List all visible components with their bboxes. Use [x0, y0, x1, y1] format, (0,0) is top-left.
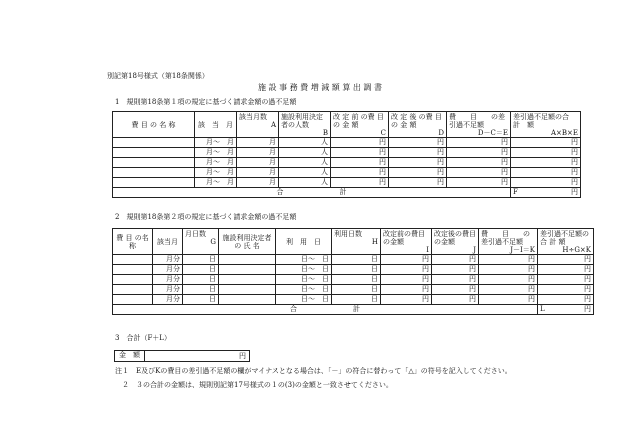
- s1-name-cell[interactable]: [113, 138, 195, 148]
- s2-diff-cell[interactable]: 円: [479, 285, 538, 295]
- s1-count-cell[interactable]: 月: [237, 168, 279, 178]
- s2-h-before: 改定前の費目の金額 I: [381, 229, 432, 255]
- table-row: [113, 255, 594, 265]
- sum-row: [113, 305, 594, 315]
- s2-name-cell[interactable]: [113, 275, 153, 285]
- s1-count-cell[interactable]: 月: [237, 178, 279, 188]
- note-1: 注１ E及びKの費目の差引過不足額の欄がマイナスとなる場合は、「－」の符合に替わって「△」の符号を記入してください。: [115, 367, 512, 375]
- table-row: [113, 178, 581, 188]
- s1-after-cell[interactable]: 円: [389, 148, 447, 158]
- section3-heading: 3 合計（F＋L）: [115, 334, 171, 342]
- s2-total-cell[interactable]: 円: [538, 265, 594, 275]
- s1-before-cell[interactable]: 円: [331, 138, 389, 148]
- s2-before-cell[interactable]: 円: [381, 255, 432, 265]
- s1-name-cell[interactable]: [113, 158, 195, 168]
- s2-after-cell[interactable]: 円: [432, 255, 479, 265]
- s2-period-cell[interactable]: 日～ 日: [276, 295, 332, 305]
- s2-person-cell[interactable]: [219, 275, 276, 285]
- s1-total-cell[interactable]: 円: [511, 178, 581, 188]
- s2-month-cell[interactable]: 月分: [153, 275, 183, 285]
- s2-usedays-cell[interactable]: 日: [332, 265, 381, 275]
- s1-month-cell[interactable]: 月～ 月: [195, 158, 237, 168]
- s1-month-cell[interactable]: 月～ 月: [195, 138, 237, 148]
- s2-after-cell[interactable]: 円: [432, 285, 479, 295]
- s2-before-cell[interactable]: 円: [381, 275, 432, 285]
- s2-month-cell[interactable]: 月分: [153, 285, 183, 295]
- s2-h-person: 施設利用決定者 の 氏 名: [219, 229, 276, 255]
- s1-h-persons: 施設利用決定者の人数 B: [279, 112, 331, 138]
- s1-before-cell[interactable]: 円: [331, 148, 389, 158]
- s2-name-cell[interactable]: [113, 255, 153, 265]
- s2-month-cell[interactable]: 月分: [153, 295, 183, 305]
- s2-name-cell[interactable]: [113, 285, 153, 295]
- s1-after-cell[interactable]: 円: [389, 168, 447, 178]
- s2-before-cell[interactable]: 円: [381, 285, 432, 295]
- s1-after-cell[interactable]: 円: [389, 158, 447, 168]
- table-row: [113, 285, 594, 295]
- s2-sum-label: 合 計: [113, 305, 538, 315]
- s2-diff-cell[interactable]: 円: [479, 295, 538, 305]
- s2-usedays-cell[interactable]: 日: [332, 275, 381, 285]
- s2-days-cell[interactable]: 日: [183, 265, 219, 275]
- s2-person-cell[interactable]: [219, 255, 276, 265]
- s1-h-diff: 費 目 の差引過不足額 D－C＝E: [447, 112, 511, 138]
- s1-total-cell[interactable]: 円: [511, 138, 581, 148]
- s1-persons-cell[interactable]: 人: [279, 138, 331, 148]
- s1-diff-cell[interactable]: 円: [447, 168, 511, 178]
- s1-h-total: 差引過不足額の合 計 額 A×B×E: [511, 112, 581, 138]
- s2-after-cell[interactable]: 円: [432, 295, 479, 305]
- s1-h-month: 該 当 月: [195, 112, 237, 138]
- s2-person-cell[interactable]: [219, 295, 276, 305]
- table-row: [113, 265, 594, 275]
- s2-h-total: 差引過不足額の合 計 額 H÷G×K: [538, 229, 594, 255]
- s2-before-cell[interactable]: 円: [381, 295, 432, 305]
- s2-days-cell[interactable]: 日: [183, 285, 219, 295]
- s1-after-cell[interactable]: 円: [389, 178, 447, 188]
- s1-diff-cell[interactable]: 円: [447, 148, 511, 158]
- s2-period-cell[interactable]: 日～ 日: [276, 285, 332, 295]
- s2-diff-cell[interactable]: 円: [479, 265, 538, 275]
- s2-days-cell[interactable]: 日: [183, 255, 219, 265]
- amount-box: [114, 350, 250, 362]
- s1-total-cell[interactable]: 円: [511, 148, 581, 158]
- s2-usedays-cell[interactable]: 日: [332, 295, 381, 305]
- s2-diff-cell[interactable]: 円: [479, 275, 538, 285]
- s1-before-cell[interactable]: 円: [331, 178, 389, 188]
- form-label: 別記第18号様式（第18条関係）: [107, 72, 209, 80]
- s1-before-cell[interactable]: 円: [331, 158, 389, 168]
- s1-name-cell[interactable]: [113, 168, 195, 178]
- s1-diff-cell[interactable]: 円: [447, 138, 511, 148]
- s2-after-cell[interactable]: 円: [432, 275, 479, 285]
- s1-persons-cell[interactable]: 人: [279, 178, 331, 188]
- document-title: 施 設 事 務 費 増 減 額 算 出 調 書: [258, 83, 382, 92]
- s2-total-cell[interactable]: 円: [538, 255, 594, 265]
- s2-person-cell[interactable]: [219, 265, 276, 275]
- amount-label: 金 額: [115, 351, 145, 361]
- s1-month-cell[interactable]: 月～ 月: [195, 168, 237, 178]
- s2-diff-cell[interactable]: 円: [479, 255, 538, 265]
- s2-usedays-cell[interactable]: 日: [332, 255, 381, 265]
- s1-name-cell[interactable]: [113, 178, 195, 188]
- s1-persons-cell[interactable]: 人: [279, 168, 331, 178]
- s1-after-cell[interactable]: 円: [389, 138, 447, 148]
- s1-month-cell[interactable]: 月～ 月: [195, 148, 237, 158]
- s2-after-cell[interactable]: 円: [432, 265, 479, 275]
- s2-total-cell[interactable]: 円: [538, 275, 594, 285]
- s2-h-period: 利 用 日: [276, 229, 332, 255]
- table-row: [113, 168, 581, 178]
- s2-total-cell[interactable]: 円: [538, 285, 594, 295]
- amount-unit: 円: [239, 351, 246, 360]
- s2-name-cell[interactable]: [113, 265, 153, 275]
- s1-diff-cell[interactable]: 円: [447, 178, 511, 188]
- table-row: [113, 158, 581, 168]
- s2-usedays-cell[interactable]: 日: [332, 285, 381, 295]
- s2-before-cell[interactable]: 円: [381, 265, 432, 275]
- s2-period-cell[interactable]: 日～ 日: [276, 265, 332, 275]
- s2-h-days: 月日数 G: [183, 229, 219, 255]
- s2-h-diff: 費 目 の差引過不足額 J－I＝K: [479, 229, 538, 255]
- s1-h-before: 改 定 前 の費 目 の 金 額 C: [331, 112, 389, 138]
- s1-persons-cell[interactable]: 人: [279, 158, 331, 168]
- table-row: [113, 138, 581, 148]
- sum-row: [113, 188, 581, 198]
- s1-sum-cell[interactable]: F 円: [511, 188, 581, 198]
- s1-count-cell[interactable]: 月: [237, 158, 279, 168]
- section1-heading: 1 規則第18条第１項の規定に基づく請求金額の過不足額: [115, 98, 297, 106]
- s1-month-cell[interactable]: 月～ 月: [195, 178, 237, 188]
- s2-person-cell[interactable]: [219, 285, 276, 295]
- s2-sum-cell[interactable]: L 円: [538, 305, 594, 315]
- s2-h-usedays: 利用日数 H: [332, 229, 381, 255]
- section1-table: [112, 111, 581, 198]
- s2-month-cell[interactable]: 月分: [153, 255, 183, 265]
- note-2: ２ ３の合計の金額は、規則別記第17号様式の１の(3)の金額と一致させてください。: [115, 381, 393, 389]
- section2-table: [112, 228, 594, 315]
- s1-persons-cell[interactable]: 人: [279, 148, 331, 158]
- s1-total-cell[interactable]: 円: [511, 158, 581, 168]
- s1-h-monthcount: 該当月数 A: [237, 112, 279, 138]
- s2-total-cell[interactable]: 円: [538, 295, 594, 305]
- table-row: [113, 295, 594, 305]
- s1-sum-label: 合 計: [113, 188, 511, 198]
- s1-name-cell[interactable]: [113, 148, 195, 158]
- s2-days-cell[interactable]: 日: [183, 295, 219, 305]
- s1-count-cell[interactable]: 月: [237, 148, 279, 158]
- s2-h-after: 改定後の費目の金額 J: [432, 229, 479, 255]
- section2-heading: 2 規則第18条第２項の規定に基づく請求金額の過不足額: [115, 213, 297, 221]
- s2-h-name: 費 目 の名 称: [113, 229, 153, 255]
- s1-count-cell[interactable]: 月: [237, 138, 279, 148]
- s1-before-cell[interactable]: 円: [331, 168, 389, 178]
- s2-name-cell[interactable]: [113, 295, 153, 305]
- s1-diff-cell[interactable]: 円: [447, 158, 511, 168]
- s2-h-month: 該当月: [153, 229, 183, 255]
- s2-month-cell[interactable]: 月分: [153, 265, 183, 275]
- s1-total-cell[interactable]: 円: [511, 168, 581, 178]
- s2-period-cell[interactable]: 日～ 日: [276, 275, 332, 285]
- table-row: [113, 275, 594, 285]
- s2-days-cell[interactable]: 日: [183, 275, 219, 285]
- s2-period-cell[interactable]: 日～ 日: [276, 255, 332, 265]
- s1-h-after: 改 定 後 の費 目 の 金 額 D: [389, 112, 447, 138]
- table-row: [113, 148, 581, 158]
- s1-h-name: 費 目 の 名 称: [113, 112, 195, 138]
